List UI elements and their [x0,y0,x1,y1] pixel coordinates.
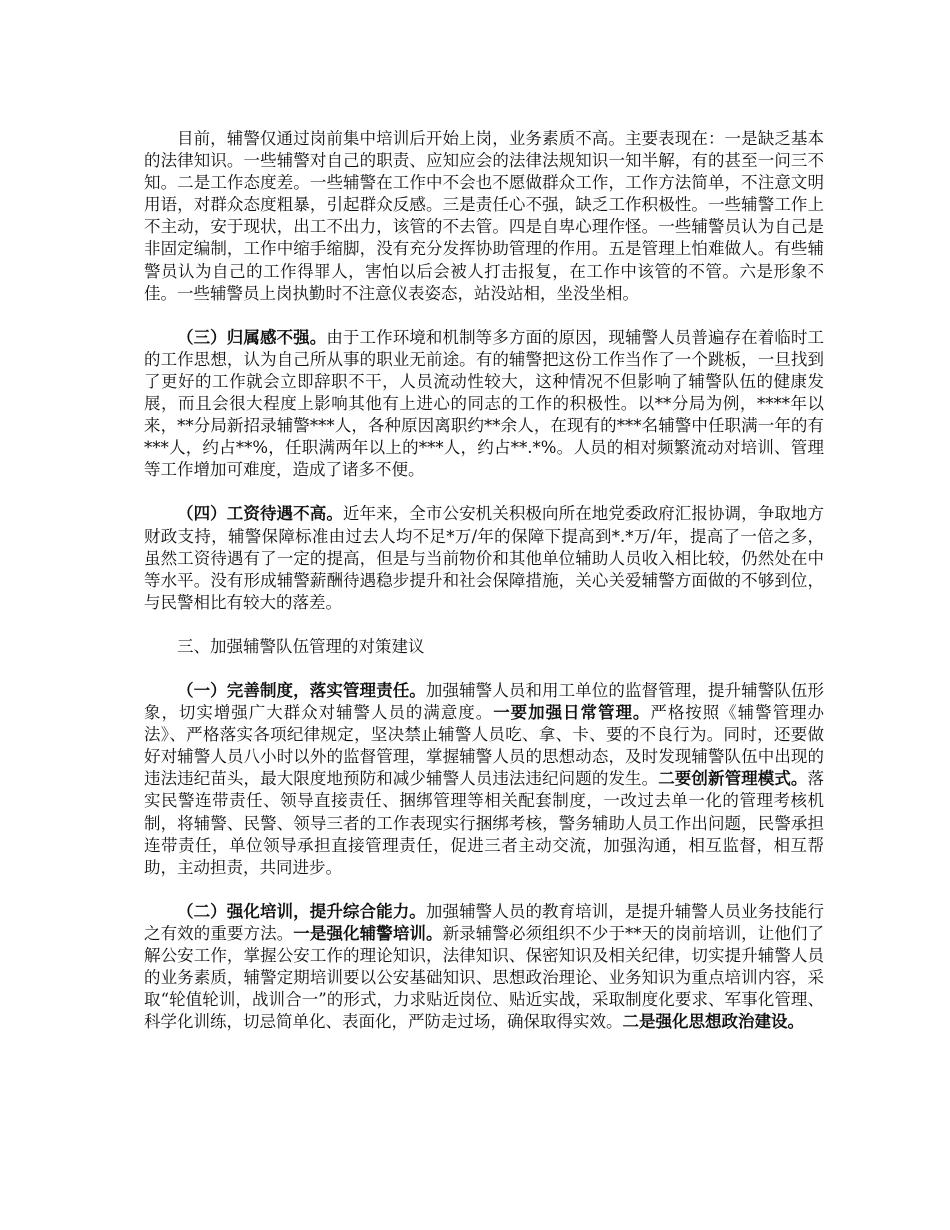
paragraph-text: 近年来，全市公安机关积极向所在地党委政府汇报协调，争取地方财政支持，辅警保障标准由过去人均不足*万/年的保障下提高到*.*万/年，提高了一倍之多，虽然工资待遇有了一定的提高，但是与当前物价和其他单位辅助人员收入相比较，仍然处在中等水平。没有形成辅警薪酬待遇稳步提升和社会保障措施，关心关爱辅警方面做的不够到位，与民警相比有较大的落差。 [144,504,825,612]
paragraph-wages [144,503,824,613]
section-label-belonging: （三）归属感不强。 [177,327,327,347]
section-label-improve-system: （一）完善制度，落实管理责任。 [177,680,426,700]
point-label-innovate-management: 二要创新管理模式。 [658,769,808,789]
point-label-political-building: 二是强化思想政治建设。 [622,1012,804,1032]
section-label-strengthen-training: （二）强化培训，提升综合能力。 [177,901,426,921]
paragraph-text: 严格按照《辅警管理办法》、严格落实各项纪律规定，坚决禁止辅警人员吃、拿、卡、要的不良行为。同时，还要做好对辅警人员八小时以外的监督管理，掌握辅警人员的思想动态，及时发现辅警队伍中出现的违法违纪苗头，最大限度地预防和减少辅警人员违法违纪问题的发生。 [144,703,825,789]
paragraph-text: 新录辅警必须组织不少于**天的岗前培训，让他们了解公安工作，掌握公安工作的理论知识，法律知识、保密知识及相关纪律，切实提升辅警人员的业务素质，辅警定期培训要以公安基础知识、思想政治理论、业务知识为重点培训内容，采取“轮值轮训，战训合一”的形式，力求贴近岗位、贴近实战，采取制度化要求、军事化管理、科学化训练，切忌简单化、表面化，严防走过场，确保取得实效。 [144,923,825,1032]
paragraph-training-quality [144,128,824,305]
section-label-wages: （四）工资待遇不高。 [177,504,343,524]
paragraph-improve-system [144,680,824,879]
paragraph-strengthen-training [144,901,824,1034]
heading-text: 三、加强辅警队伍管理的对策建议 [177,636,425,656]
section-heading [144,636,824,658]
document-page [144,128,824,1055]
point-label-auxiliary-training: 一是强化辅警培训。 [293,923,443,943]
paragraph-text: 加强辅警人员的教育培训，是提升辅警人员业务技能行之有效的重要方法。 [144,901,825,943]
paragraph-text: 由于工作环境和机制等多方面的原因，现辅警人员普遍存在着临时工的工作思想，认为自己所从事的职业无前途。有的辅警把这份工作当作了一个跳板，一旦找到了更好的工作就会立即辞职不干，人员流动性较大，这种情况不但影响了辅警队伍的健康发展，而且会很大程度上影响其他有上进心的同志的工作的积极性。以**分局为例，****年以来，**分局新招录辅警***人，各种原因离职约**余人，在现有的***名辅警中任职满一年的有***人，约占**%，任职满两年以上的***人，约占**.*%。人员的相对频繁流动对培训、管理等工作增加可难度，造成了诸多不便。 [144,327,825,480]
paragraph-belonging [144,327,824,482]
paragraph-text: 落实民警连带责任、领导直接责任、捆绑管理等相关配套制度，一改过去单一化的管理考核机制，将辅警、民警、领导三者的工作表现实行捆绑考核，警务辅助人员工作出问题，民警承担连带责任，单位领导承担直接管理责任，促进三者主动交流，加强沟通，相互监督，相互帮助，主动担责，共同进步。 [144,769,825,877]
paragraph-text: 目前，辅警仅通过岗前集中培训后开始上岗，业务素质不高。主要表现在：一是缺乏基本的法律知识。一些辅警对自己的职责、应知应会的法律法规知识一知半解，有的甚至一问三不知。二是工作态度差。一些辅警在工作中不会也不愿做群众工作，工作方法简单，不注意文明用语，对群众态度粗暴，引起群众反感。三是责任心不强，缺乏工作积极性。一些辅警工作上不主动，安于现状，出工不出力，该管的不去管。四是自卑心理作怪。一些辅警员认为自己是非固定编制，工作中缩手缩脚，没有充分发挥协助管理的作用。五是管理上怕难做人。有些辅警员认为自己的工作得罪人，害怕以后会被人打击报复，在工作中该管的不管。六是形象不佳。一些辅警员上岗执勤时不注意仪表姿态，站没站相，坐没坐相。 [144,129,824,303]
point-label-daily-management: 一要加强日常管理。 [493,703,651,723]
paragraph-text: 加强辅警人员和用工单位的监督管理，提升辅警队伍形象，切实增强广大群众对辅警人员的满意度。 [144,680,825,723]
